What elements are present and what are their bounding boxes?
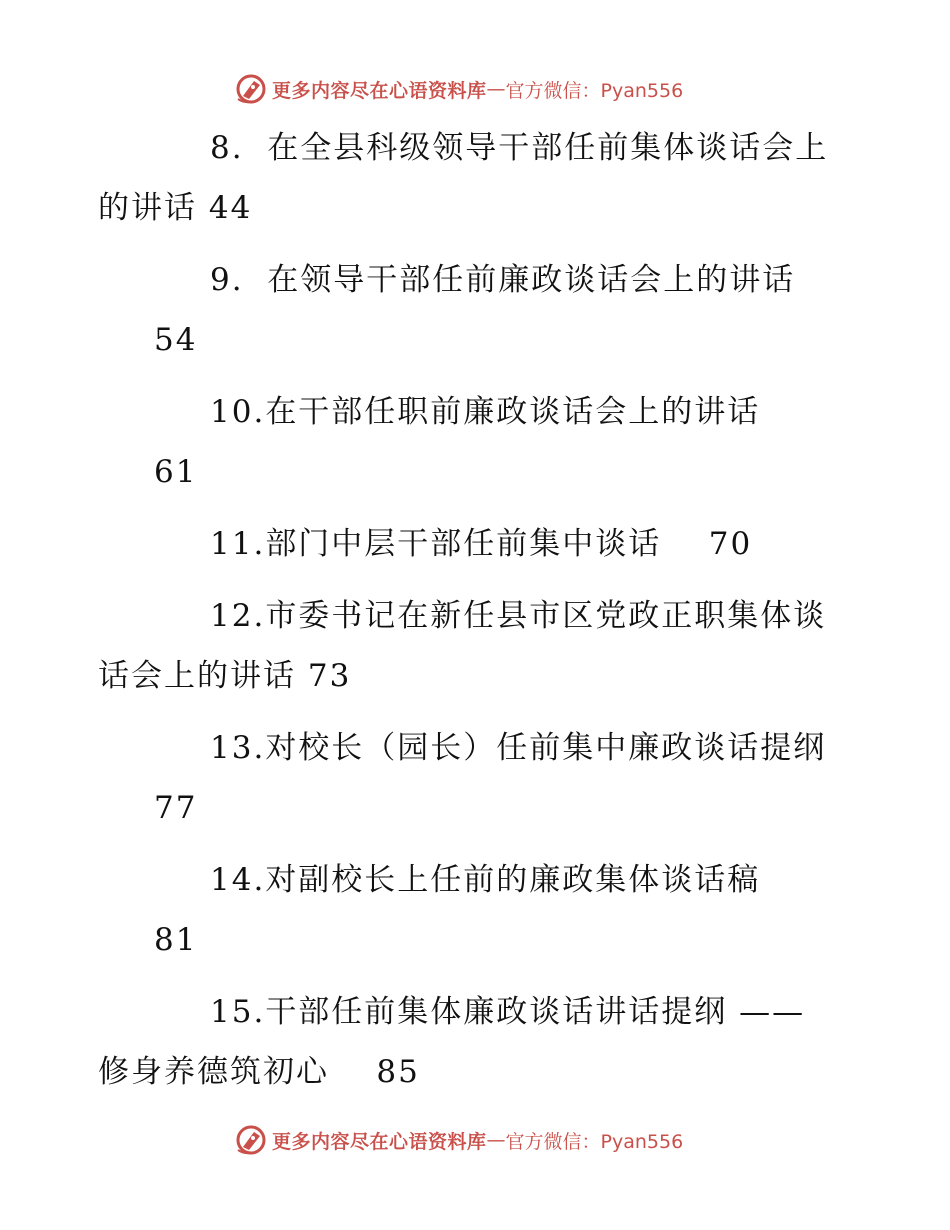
table-of-contents [98,118,858,1102]
toc-entry-10 [98,382,858,502]
toc-entry-14 [98,850,858,970]
pen-nib-logo-icon [234,1123,268,1157]
toc-number: 12. [210,598,266,634]
toc-page-number: 54 [154,322,198,358]
toc-title: 市委书记在新任县市区党政正职集体谈 [265,598,827,634]
banner-site-name: 更多内容尽在心语资料库 [272,1130,487,1153]
banner-site-name: 更多内容尽在心语资料库 [272,79,487,102]
toc-number: 9. [210,262,244,298]
toc-entry-13 [98,718,858,838]
banner-dash: — [486,1129,506,1151]
toc-entry-15 [98,982,858,1102]
toc-title: 对校长（园长）任前集中廉政谈话提纲 [265,730,827,766]
toc-entry-12 [98,586,858,706]
toc-continuation: 修身养德筑初心 85 [98,1054,420,1090]
toc-title: 对副校长上任前的廉政集体谈话稿 [265,862,761,898]
toc-title: 部门中层干部任前集中谈话 70 [265,526,753,562]
toc-number: 14. [210,862,266,898]
header-watermark-banner [234,72,683,106]
toc-page-number: 81 [154,922,198,958]
banner-dash: — [486,78,506,100]
toc-page-number: 61 [154,454,198,490]
toc-entry-11 [98,514,858,574]
toc-number: 8. [210,130,244,166]
banner-wechat-id: 官方微信：Pyan556 [505,1130,684,1153]
toc-number: 15. [210,994,266,1030]
toc-title: 在领导干部任前廉政谈话会上的讲话 [267,262,796,298]
toc-continuation: 的讲话 44 [98,190,253,226]
toc-title: 在全县科级领导干部任前集体谈话会上 [267,130,829,166]
toc-title: 在干部任职前廉政谈话会上的讲话 [265,394,761,430]
toc-title: 干部任前集体廉政谈话讲话提纲 —— [265,994,806,1030]
toc-entry-9 [98,250,858,370]
toc-entry-8 [98,118,858,238]
footer-watermark-banner [234,1123,683,1157]
toc-number: 10. [210,394,266,430]
toc-number: 11. [210,526,266,562]
toc-continuation: 话会上的讲话 73 [98,658,352,694]
pen-nib-logo-icon [234,72,268,106]
banner-wechat-id: 官方微信：Pyan556 [505,79,684,102]
toc-number: 13. [210,730,266,766]
toc-page-number: 77 [154,790,198,826]
